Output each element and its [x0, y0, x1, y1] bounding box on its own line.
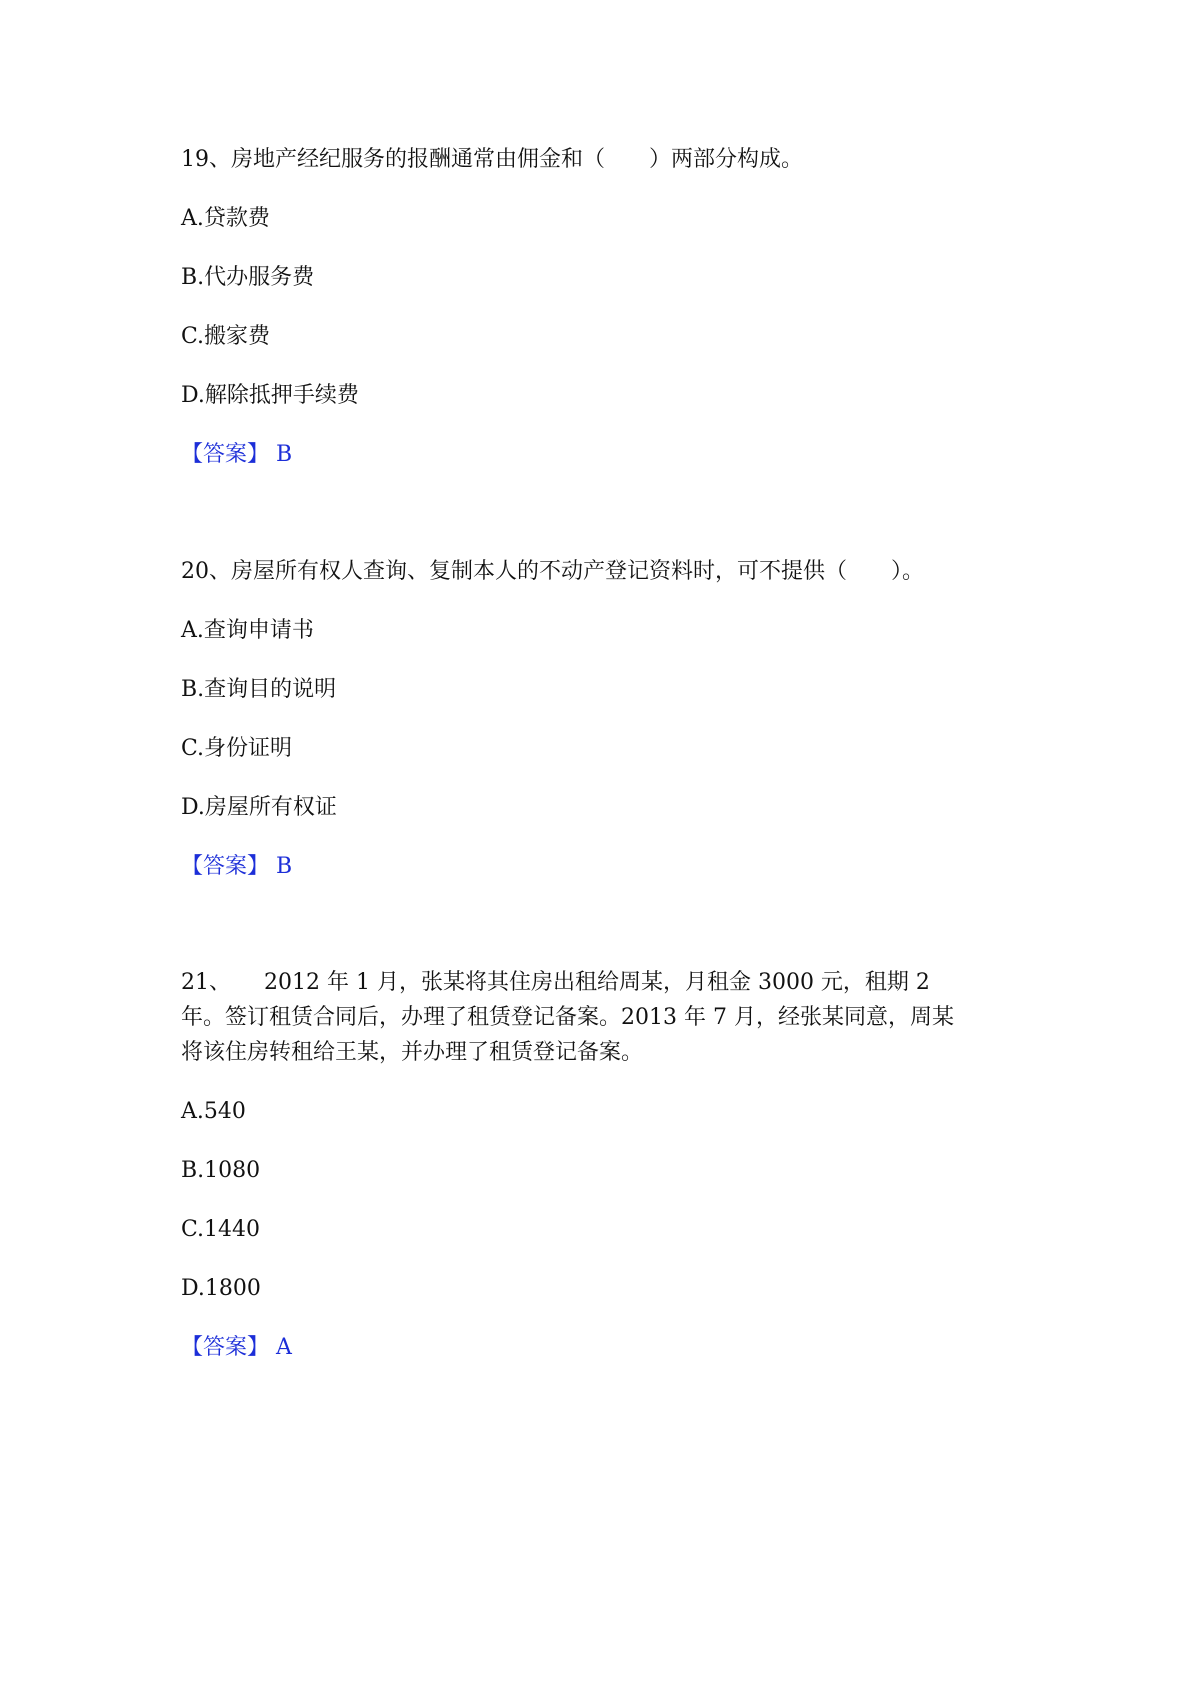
question-21-option-b: B.1080 [181, 1158, 261, 1183]
question-19-option-d: D.解除抵押手续费 [181, 383, 359, 408]
question-21-stem-line-1: 21、 2012 年 1 月，张某将其住房出租给周某，月租金 3000 元，租期 2 [181, 970, 930, 995]
question-19-option-a: A.贷款费 [181, 206, 270, 231]
question-21-stem-line-3: 将该住房转租给王某，并办理了租赁登记备案。 [181, 1040, 644, 1065]
question-20-stem: 20、房屋所有权人查询、复制本人的不动产登记资料时，可不提供（ ）。 [181, 559, 924, 584]
question-20-option-d: D.房屋所有权证 [181, 795, 337, 820]
question-19-option-b: B.代办服务费 [181, 265, 315, 290]
question-19-option-c: C.搬家费 [181, 324, 271, 349]
question-20-option-b: B.查询目的说明 [181, 677, 337, 702]
question-20-option-a: A.查询申请书 [181, 618, 314, 643]
question-19-stem: 19、房地产经纪服务的报酬通常由佣金和（ ）两部分构成。 [181, 147, 803, 172]
question-21-answer: 【答案】 A [181, 1335, 292, 1360]
question-21-option-a: A.540 [181, 1099, 246, 1124]
question-20-option-c: C.身份证明 [181, 736, 293, 761]
question-21-option-d: D.1800 [181, 1276, 261, 1301]
question-21-stem-line-2: 年。签订租赁合同后，办理了租赁登记备案。2013 年 7 月，经张某同意，周某 [181, 1005, 954, 1030]
question-19-answer: 【答案】 B [181, 442, 293, 467]
question-20-answer: 【答案】 B [181, 854, 293, 879]
question-21-option-c: C.1440 [181, 1217, 261, 1242]
